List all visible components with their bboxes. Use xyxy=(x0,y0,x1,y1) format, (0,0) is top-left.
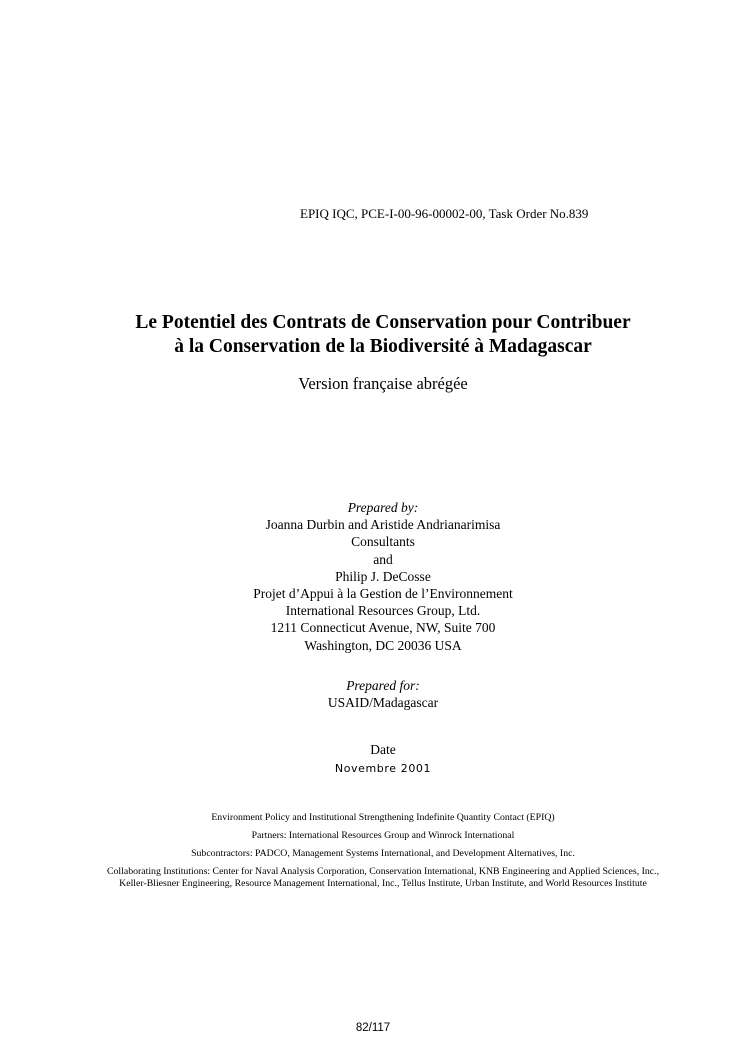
authors: Joanna Durbin and Aristide Andrianarimisa xyxy=(265,517,501,533)
subcontractors-line: Subcontractors: PADCO, Management Systems International, and Development Alternatives, Inc. xyxy=(191,848,575,859)
title-line-1: Le Potentiel des Contrats de Conservation pour Contribuer xyxy=(135,312,631,333)
coauthor: Philip J. DeCosse xyxy=(335,568,431,584)
date-label: Date xyxy=(370,742,396,757)
city-address: Washington, DC 20036 USA xyxy=(304,637,462,653)
date-value: Novembre 2001 xyxy=(334,762,432,776)
project-name: Projet d’Appui à la Gestion de l’Environnement xyxy=(253,586,513,602)
prepared-for-section xyxy=(140,677,626,711)
prepared-for-label: Prepared for: xyxy=(346,678,420,693)
contract-reference: EPIQ IQC, PCE-I-00-96-00002-00, Task Order No.839 xyxy=(300,206,589,221)
client: USAID/Madagascar xyxy=(327,695,439,711)
prepared-by-label: Prepared by: xyxy=(347,500,419,515)
street-address: 1211 Connecticut Avenue, NW, Suite 700 xyxy=(270,620,496,636)
document-title xyxy=(100,311,666,359)
program-line: Environment Policy and Institutional Strengthening Indefinite Quantity Contact (EPIQ) xyxy=(211,812,555,823)
partners-line: Partners: International Resources Group and Winrock International xyxy=(251,830,515,841)
page-number: 82/117 xyxy=(355,1022,391,1034)
collaborating-line: Collaborating Institutions: Center for Naval Analysis Corporation, Conservation International, KNB Engineering and Applied Sciences, Inc., Keller-Bliesner Engineering, Resource Management International, Inc., Tellus Institute, Urban Institute, and World Resources Institute xyxy=(106,866,660,889)
footer-credits xyxy=(106,812,660,890)
authors-role: Consultants xyxy=(351,534,415,550)
document-subtitle: Version française abrégée xyxy=(298,374,468,393)
conjunction: and xyxy=(373,551,393,567)
date-section xyxy=(140,741,626,777)
organization: International Resources Group, Ltd. xyxy=(285,603,481,619)
prepared-by-section xyxy=(140,499,626,654)
title-line-2: à la Conservation de la Biodiversité à Madagascar xyxy=(174,336,592,357)
